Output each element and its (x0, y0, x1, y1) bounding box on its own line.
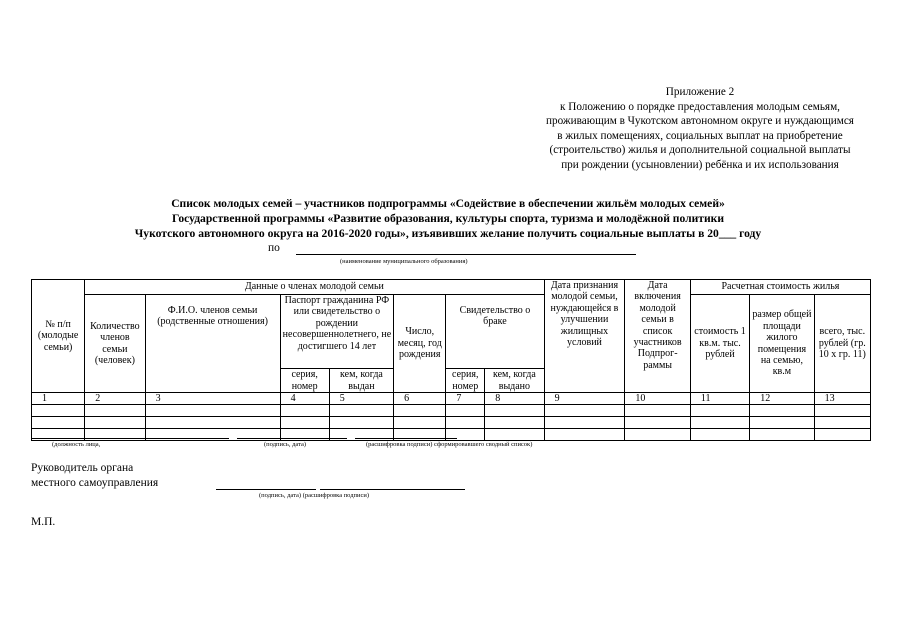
column-number: 2 (85, 393, 145, 405)
title-line: Чукотского автономного округа на 2016-2020 годы», изъявивших желание получить социальные выплаты в 20___ году (134, 227, 762, 241)
column-number: 11 (690, 393, 749, 405)
table-cell[interactable] (750, 429, 814, 441)
header-cost: Расчетная стоимость жилья (690, 280, 870, 295)
table-cell[interactable] (814, 417, 870, 429)
table-cell[interactable] (544, 429, 625, 441)
appendix-block (480, 85, 905, 173)
stamp-label: М.П. (31, 516, 56, 528)
table-cell[interactable] (625, 405, 690, 417)
table-cell[interactable] (750, 405, 814, 417)
header-npp: № п/п (молодые семьи) (32, 280, 85, 393)
caption-sign: (подпись, дата) (264, 441, 307, 448)
table-cell[interactable] (32, 417, 85, 429)
table-cell[interactable] (814, 429, 870, 441)
municipality-caption: (наименование муниципального образования) (340, 258, 468, 265)
table-cell[interactable] (329, 417, 393, 429)
column-number: 3 (145, 393, 280, 405)
sign-signature-line (237, 438, 347, 439)
table-cell[interactable] (485, 429, 544, 441)
table-row (32, 405, 871, 417)
column-number: 10 (625, 393, 690, 405)
column-number-row (32, 393, 871, 405)
table-row (32, 417, 871, 429)
appendix-line: к Положению о порядке предоставления молодым семьям, (560, 100, 840, 113)
header-cost-sqm: стоимость 1 кв.м. тыс. рублей (690, 295, 749, 393)
table-cell[interactable] (814, 405, 870, 417)
table-cell[interactable] (446, 417, 485, 429)
table-cell[interactable] (544, 405, 625, 417)
position-signature-line (31, 438, 229, 439)
header-marriage: Свидетельство о браке (446, 295, 544, 369)
header-marriage-issued: кем, когда выдано (485, 369, 544, 393)
title-line: Список молодых семей – участников подпрограммы «Содействие в обеспечении жильём молодых семей» (171, 197, 725, 210)
header-passport-issued: кем, когда выдан (329, 369, 393, 393)
table-cell[interactable] (280, 417, 329, 429)
header-total: всего, тыс. рублей (гр. 10 х гр. 11) (814, 295, 870, 393)
head-title-line1: Руководитель органа (31, 462, 134, 474)
table-cell[interactable] (485, 417, 544, 429)
header-area: размер общей площади жилого помещения на семью, кв.м (750, 295, 814, 393)
column-number: 8 (485, 393, 544, 405)
table-cell[interactable] (394, 417, 446, 429)
table-cell[interactable] (145, 405, 280, 417)
column-number: 13 (814, 393, 870, 405)
column-number: 7 (446, 393, 485, 405)
table-cell[interactable] (750, 417, 814, 429)
table-cell[interactable] (690, 429, 749, 441)
appendix-line: в жилых помещениях, социальных выплат на приобретение (557, 129, 843, 142)
head-title-line2: местного самоуправления (31, 477, 159, 489)
column-number: 1 (32, 393, 85, 405)
table-cell[interactable] (280, 405, 329, 417)
table-cell[interactable] (145, 417, 280, 429)
header-birth: Число, месяц, год рождения (394, 295, 446, 393)
table-cell[interactable] (32, 405, 85, 417)
appendix-line: при рождении (усыновлении) ребёнка и их использования (561, 158, 839, 171)
column-number: 9 (544, 393, 625, 405)
table-cell[interactable] (394, 405, 446, 417)
families-table (31, 279, 871, 441)
municipality-field-line (296, 254, 636, 255)
table-cell[interactable] (625, 417, 690, 429)
header-passport-series: серия, номер (280, 369, 329, 393)
header-passport: Паспорт гражданина РФ или свидетельство о рождении несовершеннолетнего, не достигшего 14 лет (280, 295, 394, 369)
appendix-line: (строительство) жилья и дополнительной социальной выплаты (549, 144, 851, 157)
decode-signature-line (355, 438, 457, 439)
table-cell[interactable] (690, 417, 749, 429)
column-number: 6 (394, 393, 446, 405)
table-cell[interactable] (690, 405, 749, 417)
table-cell[interactable] (625, 429, 690, 441)
head-signature-caption: (подпись, дата) (расшифровка подписи) (259, 492, 370, 499)
head-decode-line (320, 489, 465, 490)
header-date-inclusion: Дата включения молодой семьи в список участников Подпрог-раммы (625, 280, 690, 393)
column-number: 4 (280, 393, 329, 405)
column-number: 12 (750, 393, 814, 405)
table-cell[interactable] (329, 405, 393, 417)
title-line: Государственной программы «Развитие образования, культуры спорта, туризма и молодёжной политики (171, 212, 725, 226)
header-date-recognition: Дата признания молодой семьи, нуждающейся в улучшении жилищных условий (544, 280, 625, 393)
table-cell[interactable] (485, 405, 544, 417)
document-title (60, 196, 836, 242)
head-sign-line (216, 489, 316, 490)
caption-position: (должность лица, (52, 441, 101, 448)
header-family-data: Данные о членах молодой семьи (85, 280, 544, 295)
header-count: Количество членов семьи (человек) (85, 295, 145, 393)
header-marriage-series: серия, номер (446, 369, 485, 393)
table-cell[interactable] (85, 417, 145, 429)
appendix-line: Приложение 2 (665, 86, 735, 98)
table-cell[interactable] (85, 405, 145, 417)
column-number: 5 (329, 393, 393, 405)
appendix-line: проживающим в Чукотском автономном округе и нуждающимся (546, 115, 854, 128)
caption-decode: (расшифровка подписи) сформировавшего сводный список) (366, 441, 533, 448)
header-fio: Ф.И.О. членов семьи (родственные отношения) (145, 295, 280, 393)
po-label: по (268, 242, 280, 254)
table-cell[interactable] (544, 417, 625, 429)
table-cell[interactable] (446, 405, 485, 417)
